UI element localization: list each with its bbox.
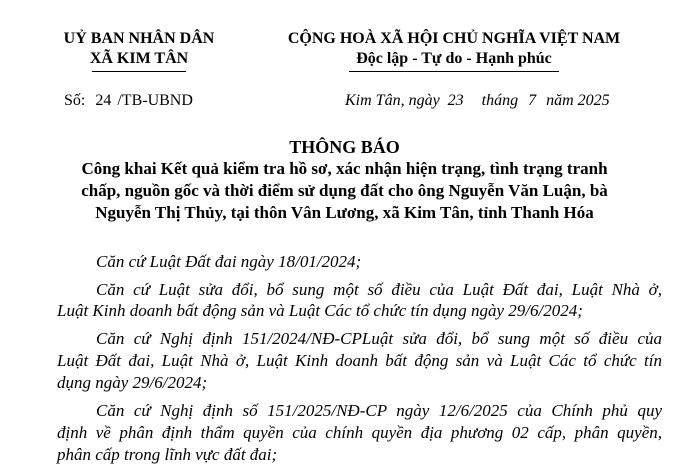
document-subject-line-2: chấp, nguồn gốc và thời điểm sử dụng đất cho ông Nguyễn Văn Luận, bà (81, 181, 608, 200)
issue-date-place: Kim Tân, ngày (345, 92, 440, 109)
issue-date-day: 23 (447, 92, 464, 109)
legal-basis-4-line-2: định về phân định thẩm quyền của chính quyền địa phương 02 cấp, phân quyền, (57, 423, 662, 442)
document-number-prefix: Số: (64, 92, 86, 109)
legal-basis-4-line-3: phân cấp trong lĩnh vực đất đai; (57, 445, 278, 464)
issue-date (345, 92, 610, 110)
document-heading: THÔNG BÁO (289, 137, 400, 157)
legal-basis-4-line-1: Căn cứ Nghị định số 151/2025/NĐ-CP ngày 12/6/2025 của Chính phủ quy (96, 401, 662, 420)
national-title: CỘNG HOÀ XÃ HỘI CHỦ NGHĨA VIỆT NAM (287, 30, 621, 47)
document-number-suffix: /TB-UBND (117, 92, 193, 109)
legal-basis-2-line-2: Luật Kinh doanh bất động sản và Luật Các tổ chức tín dụng ngày 29/6/2024; (57, 301, 583, 320)
issuing-commune: XÃ KIM TÂN (89, 50, 189, 67)
issuing-authority: UỶ BAN NHÂN DÂN (63, 30, 215, 47)
document-subject-line-3: Nguyễn Thị Thủy, tại thôn Vân Lương, xã Kim Tân, tỉnh Thanh Hóa (95, 203, 594, 222)
national-motto: Độc lập - Tự do - Hạnh phúc (356, 50, 552, 67)
document-number (64, 92, 193, 110)
legal-basis-3-line-2: Luật Đất đai, Luật Nhà ở, Luật Kinh doanh bất động sản và Luật Các tổ chức tín (57, 351, 662, 370)
issue-date-month: 7 (528, 92, 537, 109)
legal-basis-3-line-1: Căn cứ Nghị định 151/2024/NĐ-CPLuật sửa đổi, bổ sung một số điều của (96, 329, 662, 348)
right-header-underline (349, 71, 559, 72)
issue-date-year: năm 2025 (546, 92, 610, 109)
legal-basis-2-line-1: Căn cứ Luật sửa đổi, bổ sung một số điều của Luật Đất đai, Luật Nhà ở, (96, 280, 662, 299)
document-subject-line-1: Công khai Kết quả kiểm tra hồ sơ, xác nhận hiện trạng, tình trạng tranh (81, 159, 608, 178)
document-number-value: 24 (95, 92, 112, 109)
issue-date-month-label: tháng (481, 92, 519, 109)
left-header-underline (92, 71, 186, 72)
legal-basis-3-line-3: dụng ngày 29/6/2024; (57, 373, 208, 392)
legal-basis-1: Căn cứ Luật Đất đai ngày 18/01/2024; (96, 252, 362, 271)
